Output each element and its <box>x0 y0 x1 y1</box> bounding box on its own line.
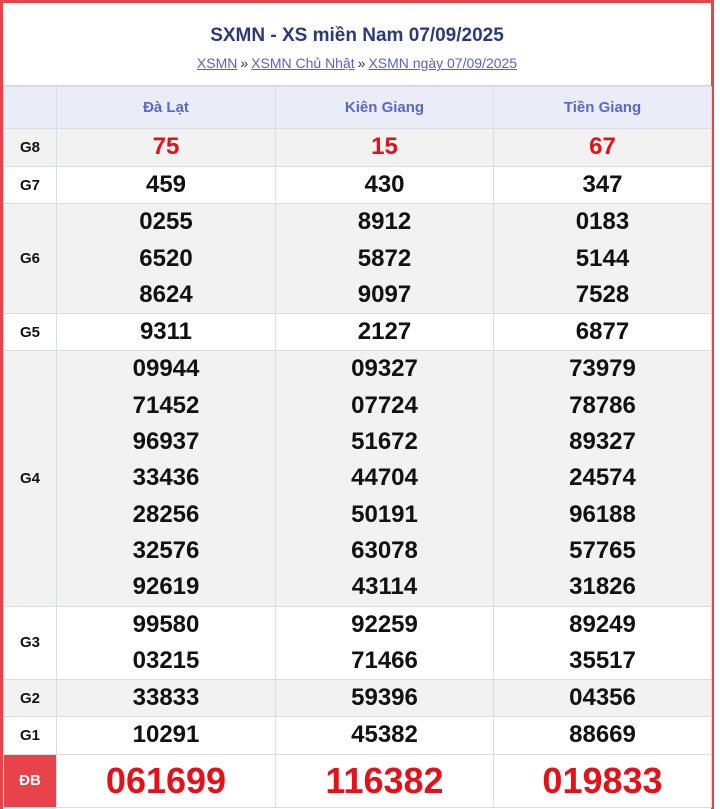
prize-label: G8 <box>4 129 57 167</box>
breadcrumb-separator: » <box>357 55 366 71</box>
prize-label: G1 <box>4 717 57 754</box>
prize-number: 63078 <box>351 536 418 564</box>
prize-number: 6520 <box>139 244 193 272</box>
breadcrumb-link-xsmn[interactable]: XSMN <box>196 55 238 71</box>
prize-row-db <box>4 754 712 807</box>
prize-cell <box>276 680 494 717</box>
prize-number: 33436 <box>132 464 200 492</box>
breadcrumb <box>3 54 711 72</box>
results-header <box>3 3 711 86</box>
breadcrumb-link-date[interactable]: XSMN ngày 07/09/2025 <box>368 55 518 71</box>
prize-number: 31826 <box>569 573 636 601</box>
prize-number: 59396 <box>351 684 418 712</box>
prize-cell <box>494 680 712 717</box>
prize-cell <box>494 204 712 314</box>
prize-label: G2 <box>4 680 57 717</box>
prize-number: 2127 <box>357 318 412 346</box>
prize-number: 88669 <box>569 721 636 749</box>
prize-label: G6 <box>4 204 57 314</box>
prize-number: 0255 <box>139 208 193 236</box>
prize-cell <box>276 606 494 680</box>
prize-number: 43114 <box>351 573 418 601</box>
prize-number: 92259 <box>351 610 418 638</box>
prize-row-g3 <box>4 606 712 680</box>
prize-number: 75 <box>152 133 180 161</box>
prize-number: 92619 <box>132 573 200 601</box>
prize-number: 04356 <box>569 684 636 712</box>
prize-number: 07724 <box>351 391 418 419</box>
prize-cell <box>57 351 276 606</box>
prize-cell <box>494 167 712 204</box>
prize-number: 32576 <box>132 536 200 564</box>
prize-cell <box>276 717 494 754</box>
prize-number: 89249 <box>569 610 636 638</box>
prize-number: 28256 <box>132 500 200 528</box>
prize-number: 71452 <box>132 391 200 419</box>
prize-label: G4 <box>4 351 57 606</box>
prize-row-g4 <box>4 351 712 606</box>
prize-number: 6877 <box>575 318 630 346</box>
prize-cell <box>276 314 494 351</box>
prize-cell <box>57 204 276 314</box>
prize-cell <box>494 351 712 606</box>
province-header: Đà Lạt <box>57 87 276 129</box>
prize-number: 459 <box>145 171 187 198</box>
breadcrumb-separator: » <box>240 55 249 71</box>
prize-row-g8 <box>4 129 712 167</box>
prize-number: 09327 <box>351 355 418 383</box>
prize-row-g6 <box>4 204 712 314</box>
prize-cell <box>57 717 276 754</box>
prize-number: 061699 <box>105 759 227 801</box>
prize-number: 45382 <box>351 721 418 749</box>
prize-number: 24574 <box>569 464 636 492</box>
prize-number: 347 <box>582 171 623 198</box>
prize-cell <box>276 167 494 204</box>
prize-cell <box>494 717 712 754</box>
prize-number: 73979 <box>569 355 636 383</box>
prize-number: 96937 <box>132 428 200 456</box>
prize-number: 9311 <box>139 318 193 346</box>
prize-number: 0183 <box>575 208 630 236</box>
prize-number: 51672 <box>351 428 418 456</box>
prize-number: 99580 <box>132 610 200 638</box>
prize-number: 116382 <box>325 759 444 801</box>
prize-number: 35517 <box>569 646 636 674</box>
prize-number: 8624 <box>139 280 193 308</box>
prize-number: 5872 <box>357 244 412 272</box>
province-header: Tiền Giang <box>494 87 712 129</box>
prize-cell <box>57 606 276 680</box>
prize-number: 03215 <box>132 646 200 674</box>
prize-cell <box>494 606 712 680</box>
prize-number: 15 <box>371 133 398 161</box>
prize-number: 78786 <box>569 391 636 419</box>
prize-number: 430 <box>364 171 405 198</box>
prize-cell <box>57 167 276 204</box>
prize-cell <box>276 129 494 167</box>
prize-label: G7 <box>4 167 57 204</box>
prize-number: 71466 <box>351 646 418 674</box>
prize-label: G5 <box>4 314 57 351</box>
prize-cell <box>494 129 712 167</box>
prize-number: 10291 <box>132 721 200 749</box>
prize-number: 57765 <box>569 536 636 564</box>
prize-row-g2 <box>4 680 712 717</box>
province-header-row <box>4 87 712 129</box>
prize-cell <box>276 351 494 606</box>
prize-cell <box>57 680 276 717</box>
prize-cell <box>494 314 712 351</box>
prize-row-g7 <box>4 167 712 204</box>
prize-label: ĐB <box>4 754 57 807</box>
prize-number: 9097 <box>357 280 412 308</box>
prize-number: 44704 <box>351 464 418 492</box>
prize-number: 89327 <box>569 428 636 456</box>
prize-cell <box>57 754 276 807</box>
prize-number: 09944 <box>132 355 200 383</box>
prize-number: 7528 <box>575 280 630 308</box>
prize-number: 67 <box>589 133 616 161</box>
prize-label: G3 <box>4 606 57 680</box>
prize-number: 5144 <box>575 244 630 272</box>
prize-number: 8912 <box>357 208 412 236</box>
results-table <box>3 86 712 808</box>
prize-row-g1 <box>4 717 712 754</box>
breadcrumb-link-sunday[interactable]: XSMN Chủ Nhật <box>251 55 355 71</box>
prize-number: 50191 <box>351 500 418 528</box>
prize-number: 019833 <box>542 759 663 801</box>
prize-number: 33833 <box>132 684 200 712</box>
page-title: SXMN - XS miền Nam 07/09/2025 <box>210 25 504 46</box>
prize-cell <box>57 314 276 351</box>
province-header: Kiên Giang <box>276 87 494 129</box>
prize-cell <box>494 754 712 807</box>
prize-cell <box>276 204 494 314</box>
prize-cell <box>276 754 494 807</box>
prize-row-g5 <box>4 314 712 351</box>
prize-number: 96188 <box>569 500 636 528</box>
corner-cell <box>4 87 57 129</box>
prize-cell <box>57 129 276 167</box>
